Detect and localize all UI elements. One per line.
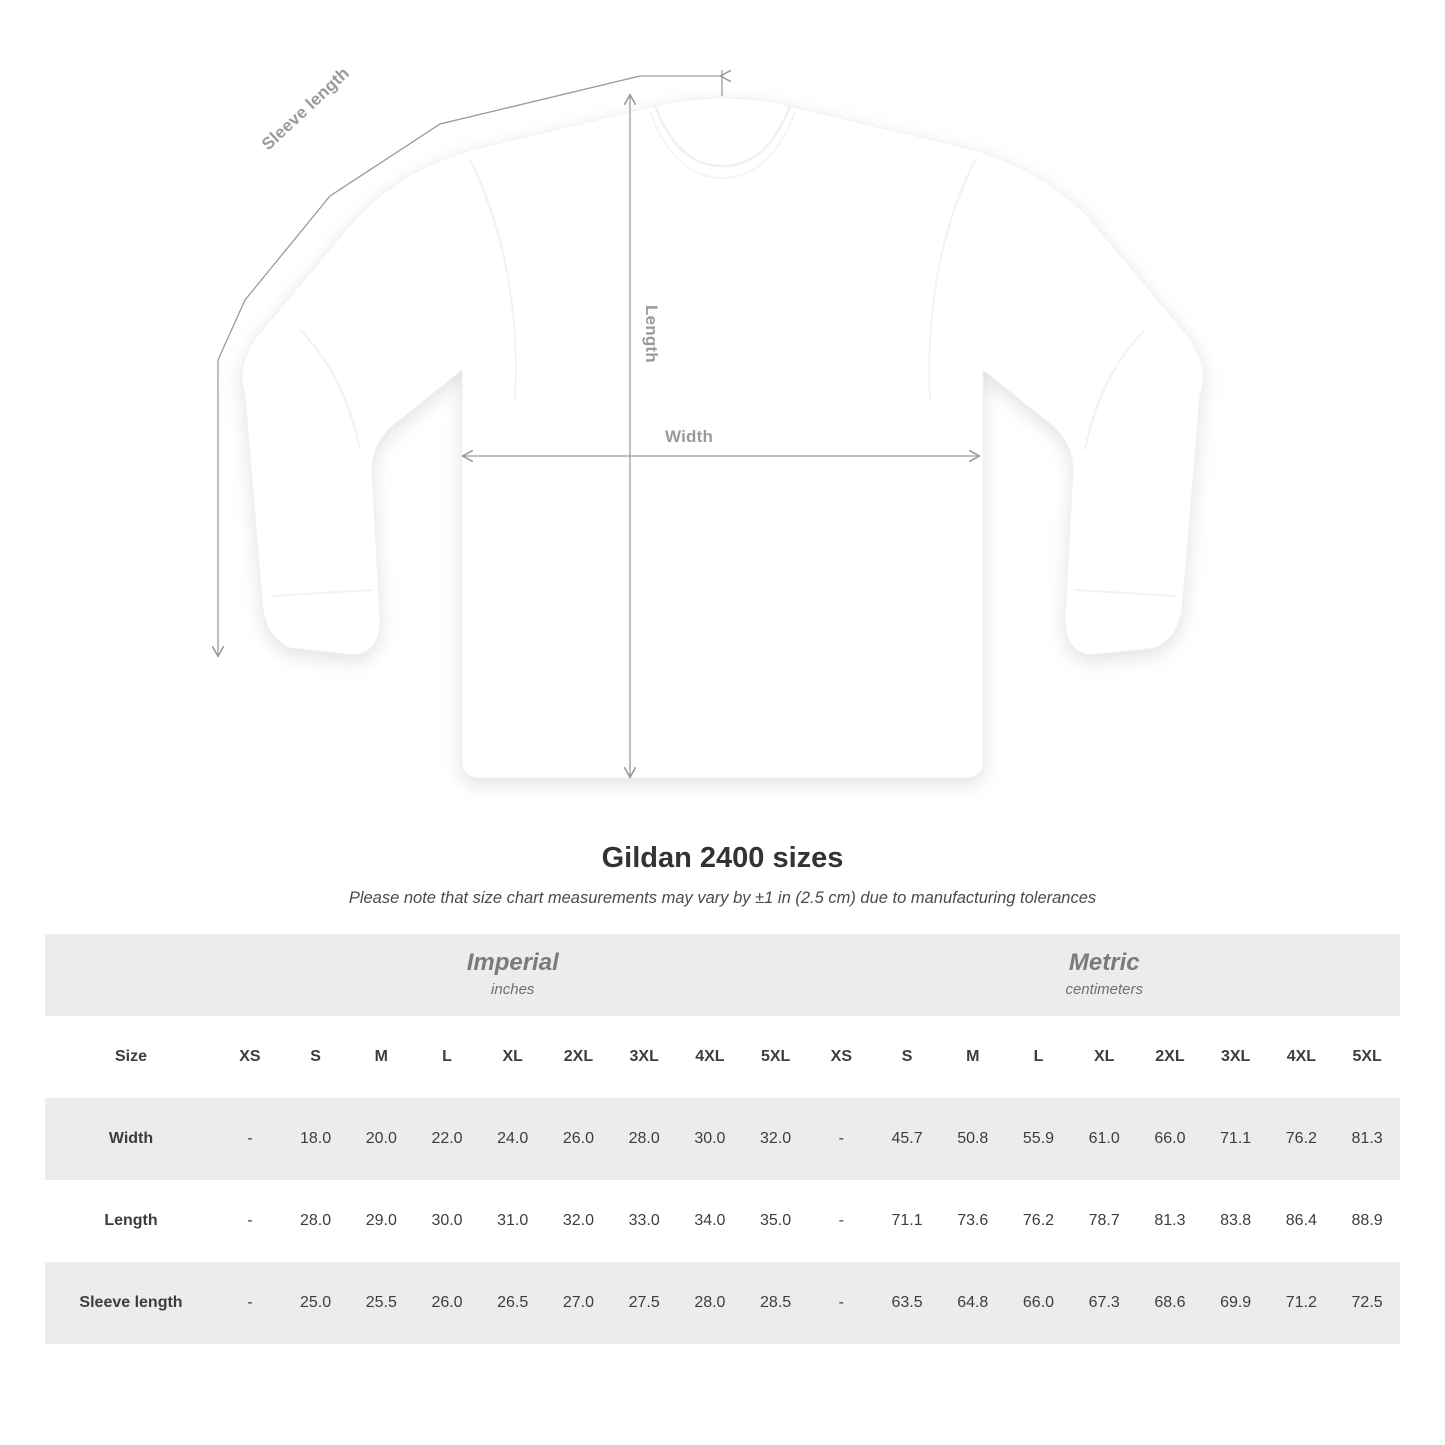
unit-metric-sub: centimeters <box>1065 981 1143 998</box>
cell-sleeve-imp-2: 25.5 <box>348 1262 414 1344</box>
cell-width-met-7: 76.2 <box>1269 1098 1335 1180</box>
col-size-met-2: M <box>940 1016 1006 1098</box>
cell-length-imp-3: 30.0 <box>414 1180 480 1262</box>
col-size-imp-3: L <box>414 1016 480 1098</box>
col-size-met-4: XL <box>1071 1016 1137 1098</box>
unit-header-row <box>45 934 1400 1016</box>
col-size-imp-0: XS <box>217 1016 283 1098</box>
cell-sleeve-imp-6: 27.5 <box>611 1262 677 1344</box>
cell-length-imp-7: 34.0 <box>677 1180 743 1262</box>
unit-header-empty <box>45 934 217 1016</box>
cell-width-imp-8: 32.0 <box>743 1098 809 1180</box>
col-size-imp-8: 5XL <box>743 1016 809 1098</box>
col-size-met-0: XS <box>808 1016 874 1098</box>
col-size-met-1: S <box>874 1016 940 1098</box>
cell-width-met-4: 61.0 <box>1071 1098 1137 1180</box>
cell-length-met-5: 81.3 <box>1137 1180 1203 1262</box>
col-size-met-5: 2XL <box>1137 1016 1203 1098</box>
cell-width-imp-7: 30.0 <box>677 1098 743 1180</box>
cell-width-met-1: 45.7 <box>874 1098 940 1180</box>
cell-length-met-4: 78.7 <box>1071 1180 1137 1262</box>
cell-sleeve-met-3: 66.0 <box>1006 1262 1072 1344</box>
cell-length-met-2: 73.6 <box>940 1180 1006 1262</box>
length-label: Length <box>642 305 661 363</box>
cell-length-imp-2: 29.0 <box>348 1180 414 1262</box>
row-label-length: Length <box>45 1180 217 1262</box>
cell-width-met-3: 55.9 <box>1006 1098 1072 1180</box>
unit-group-imperial <box>217 934 808 1016</box>
cell-width-imp-1: 18.0 <box>283 1098 349 1180</box>
cell-width-met-5: 66.0 <box>1137 1098 1203 1180</box>
cell-sleeve-imp-1: 25.0 <box>283 1262 349 1344</box>
cell-width-imp-5: 26.0 <box>546 1098 612 1180</box>
cell-sleeve-met-1: 63.5 <box>874 1262 940 1344</box>
table-row <box>45 1262 1400 1344</box>
cell-sleeve-imp-8: 28.5 <box>743 1262 809 1344</box>
unit-metric-name: Metric <box>1068 949 1140 976</box>
cell-length-met-8: 88.9 <box>1334 1180 1400 1262</box>
cell-sleeve-met-6: 69.9 <box>1203 1262 1269 1344</box>
cell-width-met-0: - <box>808 1098 874 1180</box>
cell-width-met-2: 50.8 <box>940 1098 1006 1180</box>
cell-length-imp-1: 28.0 <box>283 1180 349 1262</box>
cell-width-imp-2: 20.0 <box>348 1098 414 1180</box>
unit-imperial-name: Imperial <box>466 949 559 976</box>
cell-length-imp-0: - <box>217 1180 283 1262</box>
cell-width-met-8: 81.3 <box>1334 1098 1400 1180</box>
width-label: Width <box>665 427 714 446</box>
col-size-imp-7: 4XL <box>677 1016 743 1098</box>
cell-sleeve-imp-4: 26.5 <box>480 1262 546 1344</box>
col-size-imp-6: 3XL <box>611 1016 677 1098</box>
cell-sleeve-met-4: 67.3 <box>1071 1262 1137 1344</box>
cell-length-met-3: 76.2 <box>1006 1180 1072 1262</box>
cell-sleeve-imp-5: 27.0 <box>546 1262 612 1344</box>
cell-sleeve-imp-0: - <box>217 1262 283 1344</box>
cell-width-met-6: 71.1 <box>1203 1098 1269 1180</box>
column-header-size: Size <box>45 1016 217 1098</box>
cell-sleeve-met-5: 68.6 <box>1137 1262 1203 1344</box>
size-table-wrapper <box>45 934 1400 1344</box>
unit-group-metric <box>808 934 1400 1016</box>
col-size-imp-1: S <box>283 1016 349 1098</box>
cell-length-met-6: 83.8 <box>1203 1180 1269 1262</box>
col-size-imp-5: 2XL <box>546 1016 612 1098</box>
cell-sleeve-met-2: 64.8 <box>940 1262 1006 1344</box>
cell-width-imp-6: 28.0 <box>611 1098 677 1180</box>
cell-width-imp-0: - <box>217 1098 283 1180</box>
cell-length-imp-8: 35.0 <box>743 1180 809 1262</box>
tolerance-note: Please note that size chart measurements may vary by ±1 in (2.5 cm) due to manufacturing tolerances <box>348 889 1097 907</box>
shirt-shape <box>242 98 1203 778</box>
col-size-imp-2: M <box>348 1016 414 1098</box>
row-label-width: Width <box>45 1098 217 1180</box>
title-block <box>0 842 1445 908</box>
row-label-sleeve-length: Sleeve length <box>45 1262 217 1344</box>
cell-width-imp-4: 24.0 <box>480 1098 546 1180</box>
cell-length-imp-6: 33.0 <box>611 1180 677 1262</box>
cell-sleeve-met-0: - <box>808 1262 874 1344</box>
cell-length-imp-5: 32.0 <box>546 1180 612 1262</box>
col-size-met-3: L <box>1006 1016 1072 1098</box>
cell-length-imp-4: 31.0 <box>480 1180 546 1262</box>
cell-sleeve-imp-3: 26.0 <box>414 1262 480 1344</box>
cell-sleeve-met-7: 71.2 <box>1269 1262 1335 1344</box>
cell-length-met-7: 86.4 <box>1269 1180 1335 1262</box>
size-columns-row <box>45 1016 1400 1098</box>
table-row <box>45 1180 1400 1262</box>
page-title: Gildan 2400 sizes <box>601 842 844 874</box>
cell-width-imp-3: 22.0 <box>414 1098 480 1180</box>
sleeve-length-label: Sleeve length <box>258 63 354 154</box>
size-table <box>45 934 1400 1344</box>
col-size-met-8: 5XL <box>1334 1016 1400 1098</box>
cell-length-met-0: - <box>808 1180 874 1262</box>
col-size-imp-4: XL <box>480 1016 546 1098</box>
col-size-met-6: 3XL <box>1203 1016 1269 1098</box>
table-row <box>45 1098 1400 1180</box>
cell-sleeve-met-8: 72.5 <box>1334 1262 1400 1344</box>
col-size-met-7: 4XL <box>1269 1016 1335 1098</box>
unit-imperial-sub: inches <box>491 981 535 998</box>
cell-length-met-1: 71.1 <box>874 1180 940 1262</box>
cell-sleeve-imp-7: 28.0 <box>677 1262 743 1344</box>
